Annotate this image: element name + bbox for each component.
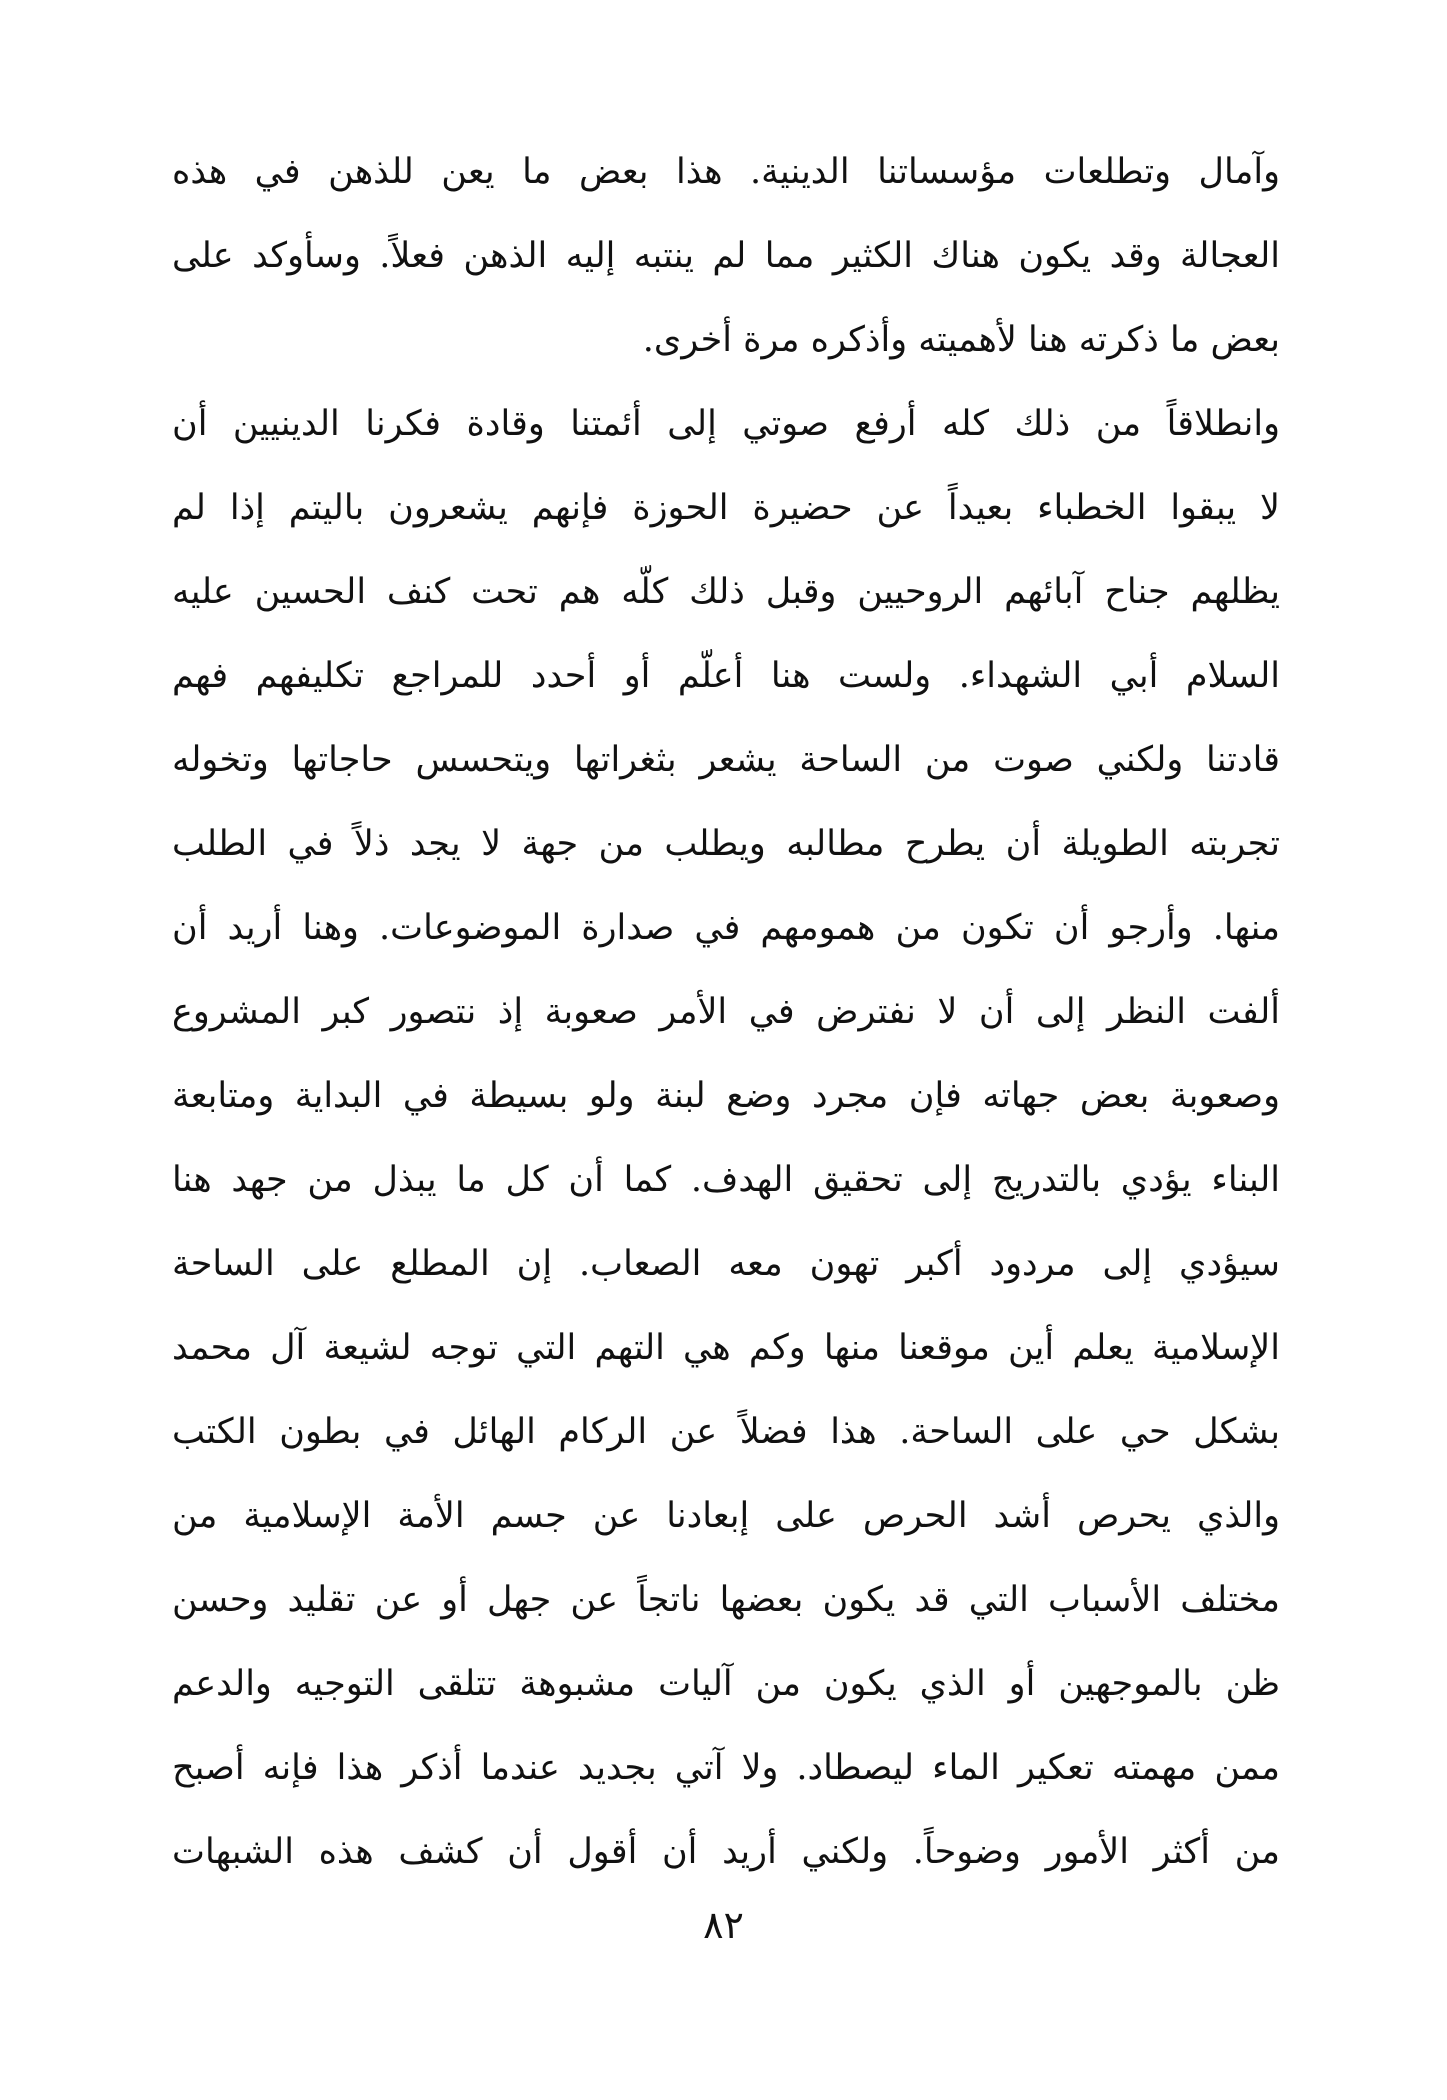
text-line-12: وصعوبة بعض جهاته فإن مجرد وضع لبنة ولو بسيطة في البداية ومتابعة xyxy=(172,1076,1280,1116)
text-line-7: السلام أبي الشهداء. ولست هنا أعلّم أو أحدد للمراجع تكليفهم فهم xyxy=(172,656,1280,696)
text-line-1: وآمال وتطلعات مؤسساتنا الدينية. هذا بعض ما يعن للذهن في هذه xyxy=(172,152,1280,192)
text-line-20: ممن مهمته تعكير الماء ليصطاد. ولا آتي بجديد عندما أذكر هذا فإنه أصبح xyxy=(172,1748,1280,1788)
text-line-4: وانطلاقاً من ذلك كله أرفع صوتي إلى أئمتنا وقادة فكرنا الدينيين أن xyxy=(172,404,1280,444)
text-line-2: العجالة وقد يكون هناك الكثير مما لم ينتبه إليه الذهن فعلاً. وسأوكد على xyxy=(172,236,1280,276)
text-line-13: البناء يؤدي بالتدريج إلى تحقيق الهدف. كما أن كل ما يبذل من جهد هنا xyxy=(172,1160,1280,1200)
text-line-6: يظلهم جناح آبائهم الروحيين وقبل ذلك كلّه هم تحت كنف الحسين عليه xyxy=(172,572,1280,612)
text-line-16: بشكل حي على الساحة. هذا فضلاً عن الركام الهائل في بطون الكتب xyxy=(172,1412,1280,1452)
text-line-18: مختلف الأسباب التي قد يكون بعضها ناتجاً عن جهل أو عن تقليد وحسن xyxy=(172,1580,1280,1620)
text-line-10: منها. وأرجو أن تكون من همومهم في صدارة الموضوعات. وهنا أريد أن xyxy=(172,908,1280,948)
text-line-11: ألفت النظر إلى أن لا نفترض في الأمر صعوبة إذ نتصور كبر المشروع xyxy=(172,992,1280,1032)
text-line-19: ظن بالموجهين أو الذي يكون من آليات مشبوهة تتلقى التوجيه والدعم xyxy=(172,1664,1280,1704)
text-line-9: تجربته الطويلة أن يطرح مطالبه ويطلب من جهة لا يجد ذلاً في الطلب xyxy=(172,824,1280,864)
text-line-21: من أكثر الأمور وضوحاً. ولكني أريد أن أقول أن كشف هذه الشبهات xyxy=(172,1832,1280,1872)
page-number: ٨٢ xyxy=(703,1903,744,1947)
text-line-3: بعض ما ذكرته هنا لأهميته وأذكره مرة أخرى. xyxy=(642,320,1280,360)
text-line-8: قادتنا ولكني صوت من الساحة يشعر بثغراتها ويتحسس حاجاتها وتخوله xyxy=(172,740,1280,780)
text-line-14: سيؤدي إلى مردود أكبر تهون معه الصعاب. إن المطلع على الساحة xyxy=(172,1244,1280,1284)
body-text xyxy=(172,130,1280,1894)
text-line-5: لا يبقوا الخطباء بعيداً عن حضيرة الحوزة فإنهم يشعرون باليتم إذا لم xyxy=(172,488,1280,528)
text-line-15: الإسلامية يعلم أين موقعنا منها وكم هي التهم التي توجه لشيعة آل محمد xyxy=(172,1328,1280,1368)
text-line-17: والذي يحرص أشد الحرص على إبعادنا عن جسم الأمة الإسلامية من xyxy=(172,1496,1280,1536)
